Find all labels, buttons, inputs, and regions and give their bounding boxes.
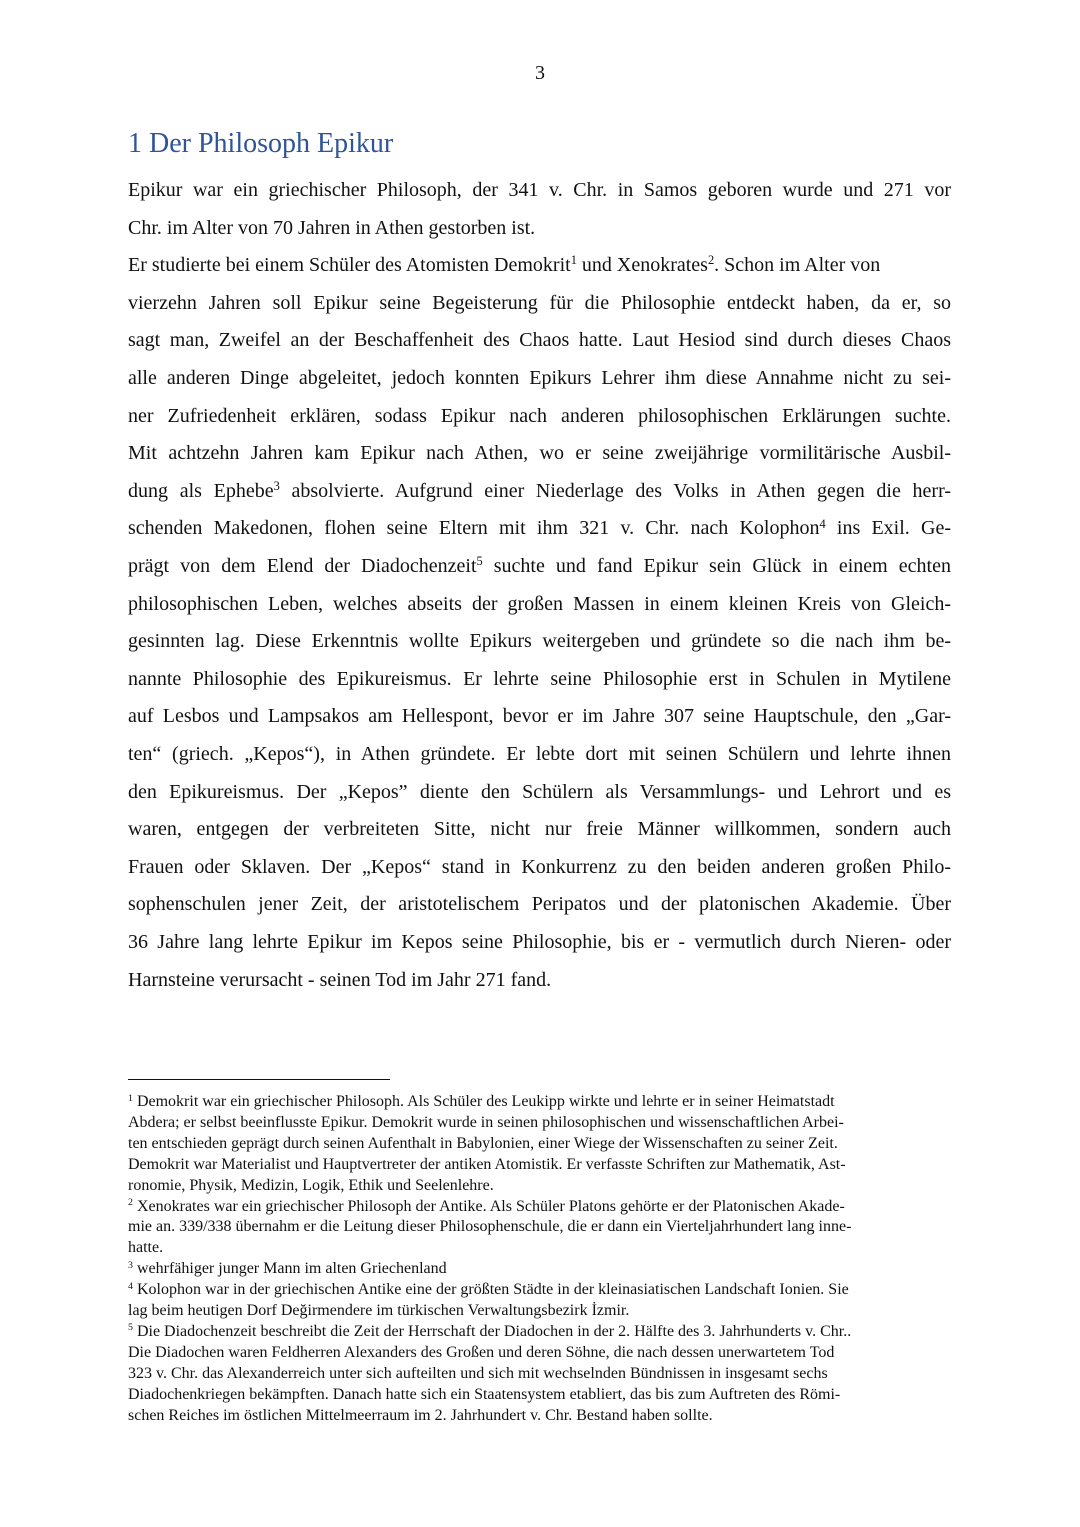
text-run: ronomie, Physik, Medizin, Logik, Ethik und Seelenlehre. [128, 1176, 494, 1194]
text-run: sagt man, Zweifel an der Beschaffenheit des Chaos hatte. Laut Hesiod sind durch dieses Chaos [128, 329, 951, 352]
body-line [128, 473, 951, 510]
footnote-marker[interactable]: 1 [570, 253, 577, 268]
text-run: alle anderen Dinge abgeleitet, jedoch konnten Epikurs Lehrer ihm diese Annahme nicht zu sei- [128, 367, 951, 389]
text-run: Die Diadochenzeit beschreibt die Zeit der Herrschaft der Diadochen in der 2. Hälfte des 3. Jahrhunderts v. Chr.. [132, 1322, 852, 1340]
footnote-line [128, 1384, 951, 1405]
text-run: gesinnten lag. Diese Erkenntnis wollte Epikurs weitergeben und gründete so die nach ihm be- [128, 630, 951, 653]
footnote-line [128, 1112, 951, 1133]
footnote-line [128, 1216, 951, 1237]
body-line [128, 322, 951, 359]
body-line [128, 435, 951, 472]
text-run: Mit achtzehn Jahren kam Epikur nach Athen, wo er seine zweijährige vormilitärische Ausbil- [128, 442, 951, 465]
text-run: waren, entgegen der verbreiteten Sitte, nicht nur freie Männer willkommen, sondern auch [128, 818, 951, 841]
footnote-marker[interactable]: 4 [128, 1280, 133, 1292]
footnote-separator [128, 1079, 390, 1080]
text-run: philosophischen Leben, welches abseits der großen Massen in einem kleinen Kreis von Gleich- [128, 592, 951, 615]
text-run: Harnsteine verursacht - seinen Tod im Jahr 271 fand. [128, 968, 552, 991]
text-run: Demokrit war ein griechischer Philosoph. Als Schüler des Leukipp wirkte und lehrte er in seiner Heimatstadt [132, 1093, 835, 1110]
body-line [128, 661, 951, 698]
footnote-marker[interactable]: 1 [128, 1092, 133, 1104]
body-line [128, 811, 951, 848]
text-run: 36 Jahre lang lehrte Epikur im Kepos seine Philosophie, bis er - vermutlich durch Nieren- oder [128, 931, 951, 953]
text-run: und Xenokrates [576, 254, 708, 277]
text-run: ner Zufriedenheit erklären, sodass Epikur nach anderen philosophischen Erklärungen suchte. [128, 404, 951, 427]
body-line [128, 285, 951, 322]
text-run: auf Lesbos und Lampsakos am Hellespont, bevor er im Jahre 307 seine Hauptschule, den „Gar- [128, 705, 951, 728]
text-run: schenden Makedonen, flohen seine Eltern mit ihm 321 v. Chr. nach Kolophon [128, 517, 820, 540]
footnote-line [128, 1175, 951, 1196]
body-line [128, 510, 951, 547]
footnote-line [128, 1154, 951, 1175]
text-run: Xenokrates war ein griechischer Philosoph der Antike. Als Schüler Platons gehörte er der Platonischen Akade- [132, 1197, 845, 1215]
body-line [128, 247, 951, 284]
text-run: Demokrit war Materialist und Hauptvertreter der antiken Atomistik. Er verfasste Schriften zur Mathematik, Ast- [128, 1155, 846, 1173]
text-run: sophenschulen jener Zeit, der aristotelischem Peripatos und der platonischen Akademie. Über [128, 893, 951, 916]
text-run: schen Reiches im östlichen Mittelmeerraum im 2. Jahrhundert v. Chr. Bestand haben sollte. [128, 1406, 713, 1424]
body-line [128, 886, 951, 923]
text-run: suchte und fand Epikur sein Glück in einem echten [482, 555, 951, 577]
section-heading: 1 Der Philosoph Epikur [128, 128, 394, 159]
text-run: nannte Philosophie des Epikureismus. Er lehrte seine Philosophie erst in Schulen in Mytilene [128, 667, 951, 690]
body-line [128, 623, 951, 660]
body-line [128, 548, 951, 585]
footnote-marker[interactable]: 3 [273, 478, 280, 493]
body-line [128, 360, 951, 397]
text-run: den Epikureismus. Der „Kepos” diente den Schülern als Versammlungs- und Lehrort und es [128, 780, 951, 803]
body-line [128, 210, 951, 247]
footnote-line [128, 1196, 951, 1217]
body-line [128, 774, 951, 811]
page-number: 3 [535, 62, 545, 84]
text-run: wehrfähiger junger Mann im alten Griechenland [132, 1260, 447, 1278]
text-run: vierzehn Jahren soll Epikur seine Begeisterung für die Philosophie entdeckt haben, da er, so [128, 291, 951, 314]
text-run: dung als Ephebe [128, 479, 274, 502]
text-run: Die Diadochen waren Feldherren Alexanders des Großen und deren Söhne, die nach dessen unerwartetem Tod [128, 1343, 835, 1361]
body-line [128, 698, 951, 735]
footnote-marker[interactable]: 4 [819, 516, 826, 531]
footnote-line [128, 1133, 951, 1154]
footnote-line [128, 1405, 951, 1426]
footnote-marker[interactable]: 2 [128, 1197, 133, 1209]
footnote-marker[interactable]: 5 [476, 554, 483, 569]
body-line [128, 924, 951, 961]
text-run: ins Exil. Ge- [825, 517, 951, 540]
footnote-marker[interactable]: 2 [707, 253, 715, 268]
text-run: Chr. im Alter von 70 Jahren in Athen gestorben ist. [128, 216, 536, 239]
footnote-line [128, 1091, 951, 1112]
body-line [128, 172, 951, 209]
body-line [128, 586, 951, 623]
text-run: hatte. [128, 1239, 164, 1257]
footnote-line [128, 1342, 951, 1363]
text-run: Abdera; er selbst beeinflusste Epikur. Demokrit wurde in seinen philosophischen und wissenschaftlichen Arbei- [128, 1113, 844, 1131]
text-run: Epikur war ein griechischer Philosoph, der 341 v. Chr. in Samos geboren wurde und 271 vor [128, 179, 951, 201]
text-run: prägt von dem Elend der Diadochenzeit [128, 555, 477, 577]
text-run: absolvierte. Aufgrund einer Niederlage des Volks in Athen gegen die herr- [279, 479, 951, 502]
text-run: . Schon im Alter von [714, 254, 881, 277]
text-run: Er studierte bei einem Schüler des Atomisten Demokrit [128, 254, 571, 277]
footnote-marker[interactable]: 3 [128, 1259, 133, 1271]
text-run: lag beim heutigen Dorf Değirmendere im türkischen Verwaltungsbezirk İzmir. [128, 1302, 630, 1319]
text-run: ten entschieden geprägt durch seinen Aufenthalt in Babylonien, einer Wiege der Wissenschaften zu seiner Zeit. [128, 1134, 838, 1152]
footnote-marker[interactable]: 5 [128, 1322, 133, 1334]
footnote-line [128, 1321, 951, 1342]
footnote-line [128, 1363, 951, 1384]
text-run: Kolophon war in der griechischen Antike eine der größten Städte in der kleinasiatischen Landschaft Ionien. Sie [132, 1281, 849, 1299]
footnote-line [128, 1279, 951, 1300]
body-line [128, 736, 951, 773]
text-run: Diadochenkriegen bekämpften. Danach hatte sich ein Staatensystem etabliert, das bis zum Auftreten des Römi- [128, 1385, 841, 1403]
body-line [128, 398, 951, 435]
body-line [128, 849, 951, 886]
text-run: Frauen oder Sklaven. Der „Kepos“ stand in Konkurrenz zu den beiden anderen großen Philo- [128, 855, 951, 878]
text-run: mie an. 339/338 übernahm er die Leitung dieser Philosophenschule, die er dann ein Vierteljahrhundert lang inne- [128, 1218, 852, 1236]
footnote-line [128, 1300, 951, 1321]
footnote-line [128, 1258, 951, 1279]
text-run: ten“ (griech. „Kepos“), in Athen gründete. Er lebte dort mit seinen Schülern und lehrte ihnen [128, 743, 951, 765]
body-line [128, 962, 951, 999]
text-run: 323 v. Chr. das Alexanderreich unter sich aufteilten und sich mit wechselnden Bündnissen in insgesamt sechs [128, 1364, 828, 1382]
footnote-line [128, 1237, 951, 1258]
